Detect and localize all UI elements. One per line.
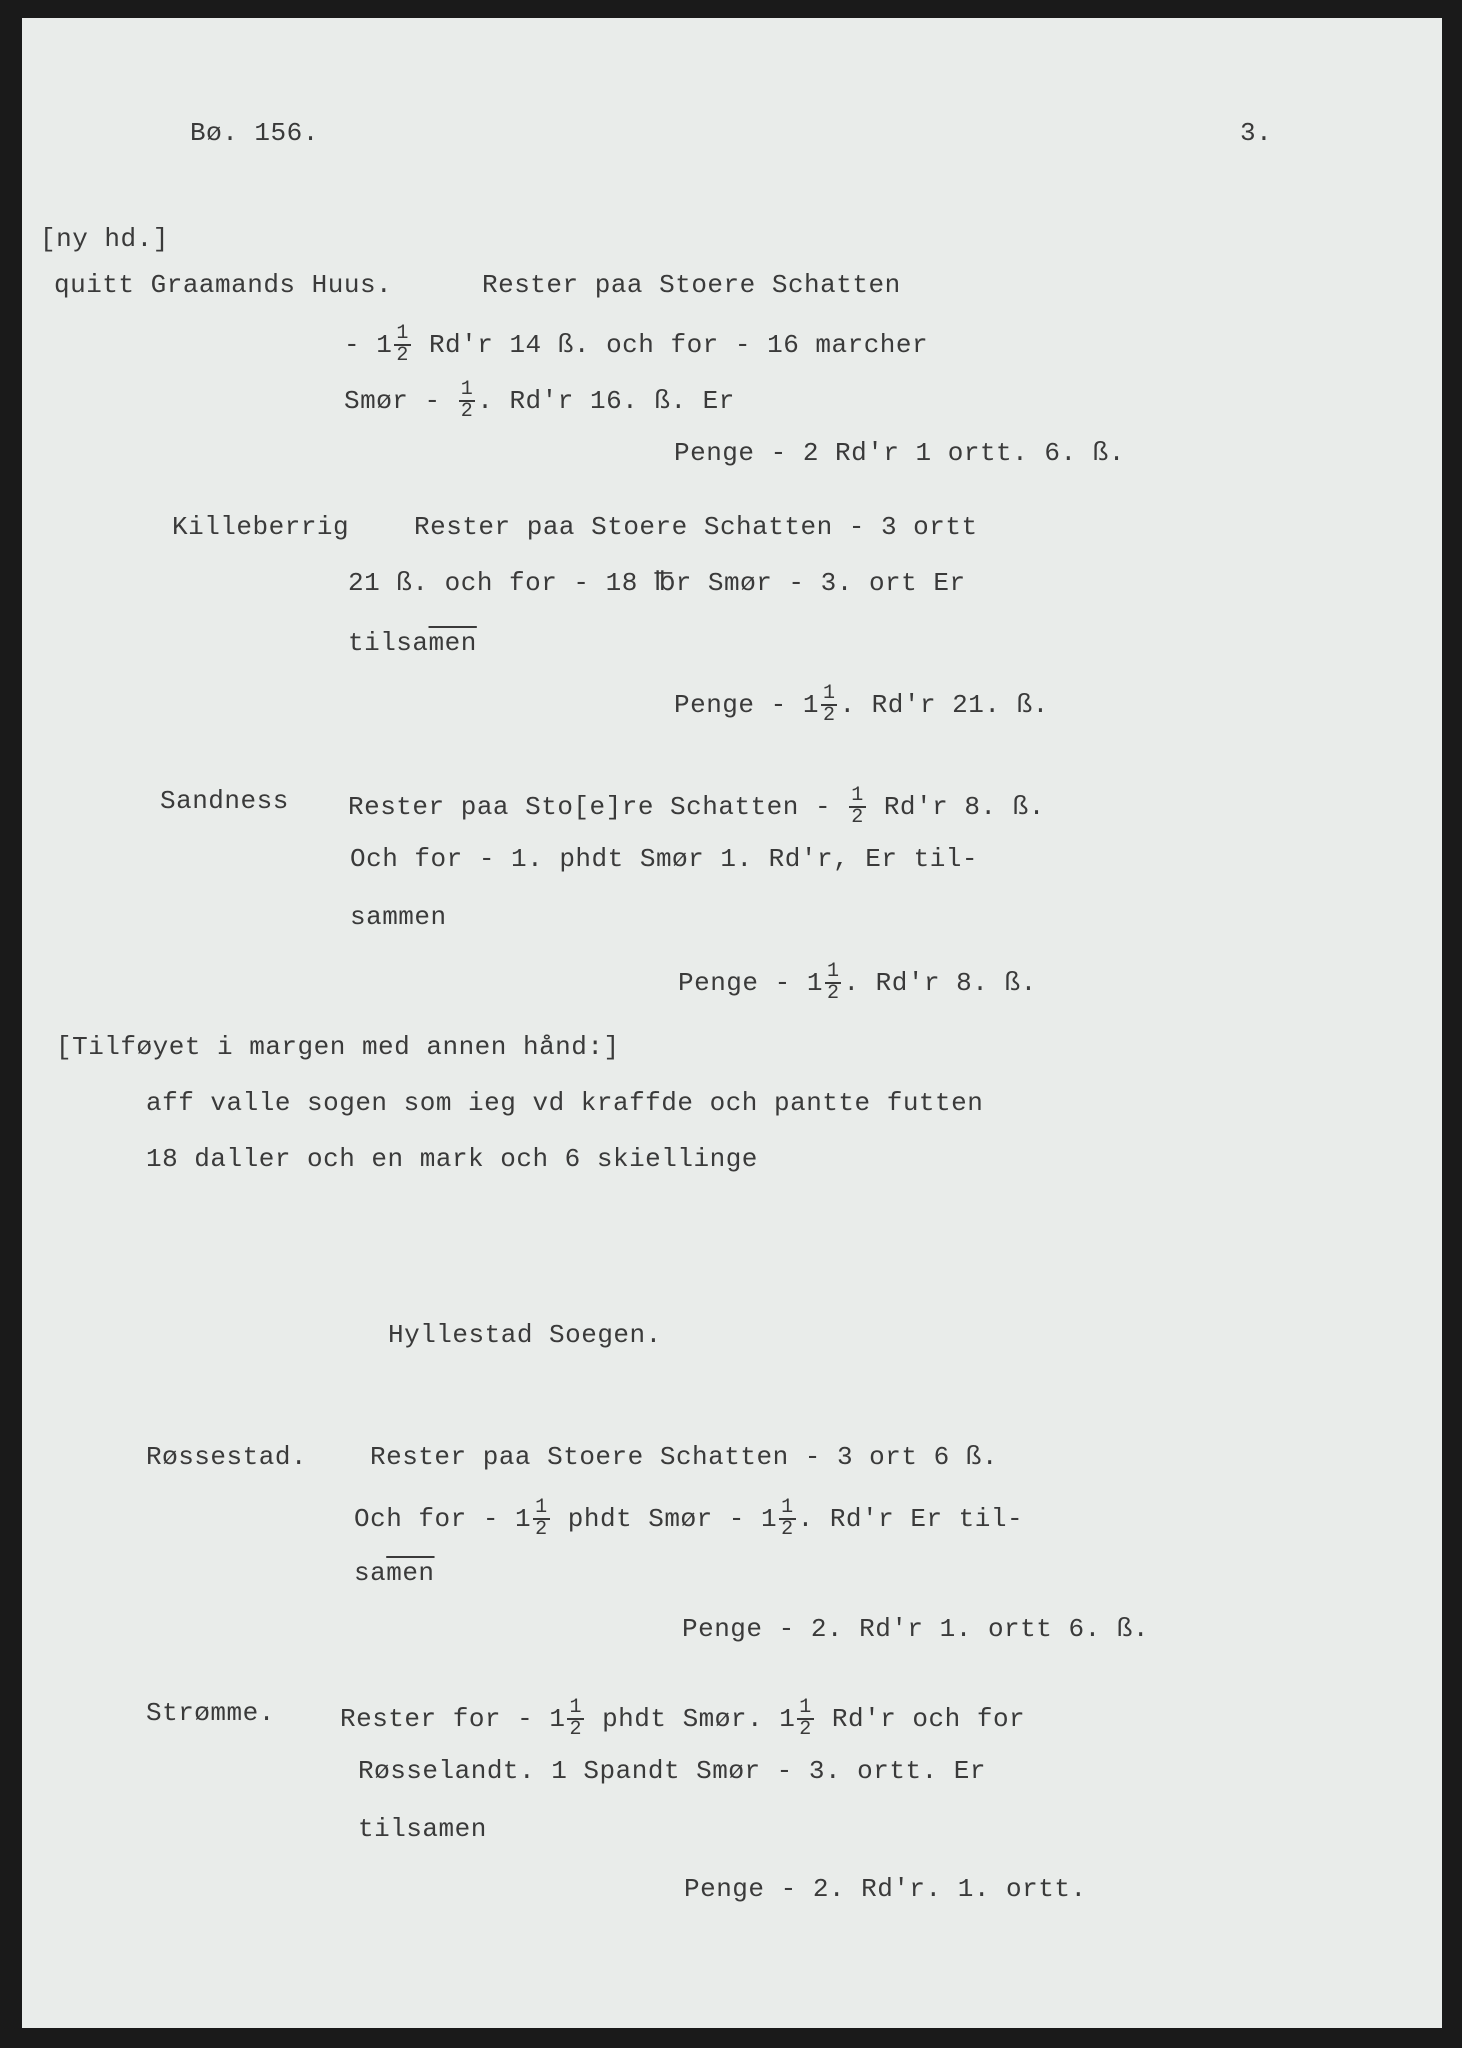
- entry-name-graamands: quitt Graamands Huus.: [54, 270, 393, 300]
- entry-line: Rester paa Sto[e]re Schatten - $\frac{1}{2}$ Rd'r 8. ß.: [348, 784, 1045, 829]
- fraction-half: $\frac{1}{2}$: [535, 1496, 548, 1541]
- document-page: [22, 18, 1442, 2028]
- entry-line: Smør - $\frac{1}{2}$ . Rd'r 16. ß. Er: [344, 378, 735, 423]
- entry-line: Rester paa Stoere Schatten: [482, 270, 901, 300]
- fraction-half: $\frac{1}{2}$: [569, 1696, 582, 1741]
- page-number: 3.: [1240, 118, 1273, 148]
- entry-line: Rester for - 1 $\frac{1}{2}$ phdt Smør. 1 $\frac{1}{2}$ Rd'r och for: [340, 1696, 1026, 1741]
- entry-line: - 1 $\frac{1}{2}$ Rd'r 14 ß. och for - 16 marcher: [344, 322, 929, 367]
- entry-line: Och for - 1. phdt Smør 1. Rd'r, Er til-: [350, 844, 978, 874]
- entry-total: Penge - 2. Rd'r 1. ortt 6. ß.: [682, 1614, 1149, 1644]
- entry-name-sandness: Sandness: [160, 786, 289, 816]
- editor-note: [ny hd.]: [40, 224, 169, 254]
- entry-line: Røsselandt. 1 Spandt Smør - 3. ortt. Er: [358, 1756, 986, 1786]
- entry-total: Penge - 1 $\frac{1}{2}$ . Rd'r 21. ß.: [674, 682, 1049, 727]
- fraction-half: $\frac{1}{2}$: [799, 1696, 812, 1741]
- entry-line: Och for - 1 $\frac{1}{2}$ phdt Smør - 1 $\frac{1}{2}$ . Rd'r Er til-: [354, 1496, 1024, 1541]
- folio-reference: Bø. 156.: [190, 118, 319, 148]
- fraction-half: $\frac{1}{2}$: [822, 682, 836, 727]
- entry-line: tilsamen: [358, 1814, 487, 1844]
- entry-name-rossestad: Røssestad.: [146, 1442, 308, 1472]
- entry-total: Penge - 2 Rd'r 1 ortt. 6. ß.: [674, 438, 1125, 468]
- fraction-half: $\frac{1}{2}$: [396, 322, 409, 367]
- entry-name-stromme: Strømme.: [146, 1698, 275, 1728]
- fraction-half: $\frac{1}{2}$: [781, 1496, 794, 1541]
- margin-note-line: aff valle sogen som ieg vd kraffde och pantte futten: [146, 1088, 984, 1118]
- margin-note-line: 18 daller och en mark och 6 skiellinge: [146, 1144, 758, 1174]
- entry-name-killeberrig: Killeberrig: [172, 512, 350, 542]
- entry-total: Penge - 2. Rd'r. 1. ortt.: [684, 1874, 1087, 1904]
- fraction-half: $\frac{1}{2}$: [460, 378, 474, 423]
- fraction-half: $\frac{1}{2}$: [851, 784, 864, 829]
- entry-line: sammen: [350, 902, 447, 932]
- entry-line: Rester paa Stoere Schatten - 3 ortt: [414, 512, 978, 542]
- fraction-half: $\frac{1}{2}$: [826, 960, 840, 1005]
- entry-line: $tilsa\overline{men}$: [348, 628, 477, 658]
- entry-line: 21 ß. och for - 18 ℔r Smør - 3. ort Er: [348, 568, 966, 598]
- entry-line: Rester paa Stoere Schatten - 3 ort 6 ß.: [370, 1442, 998, 1472]
- margin-note-label: [Tilføyet i margen med annen hånd:]: [56, 1032, 620, 1062]
- section-title: Hyllestad Soegen.: [388, 1320, 662, 1350]
- entry-total: Penge - 1 $\frac{1}{2}$ . Rd'r 8. ß.: [678, 960, 1037, 1005]
- entry-line: $sa\overline{men}$: [354, 1558, 435, 1588]
